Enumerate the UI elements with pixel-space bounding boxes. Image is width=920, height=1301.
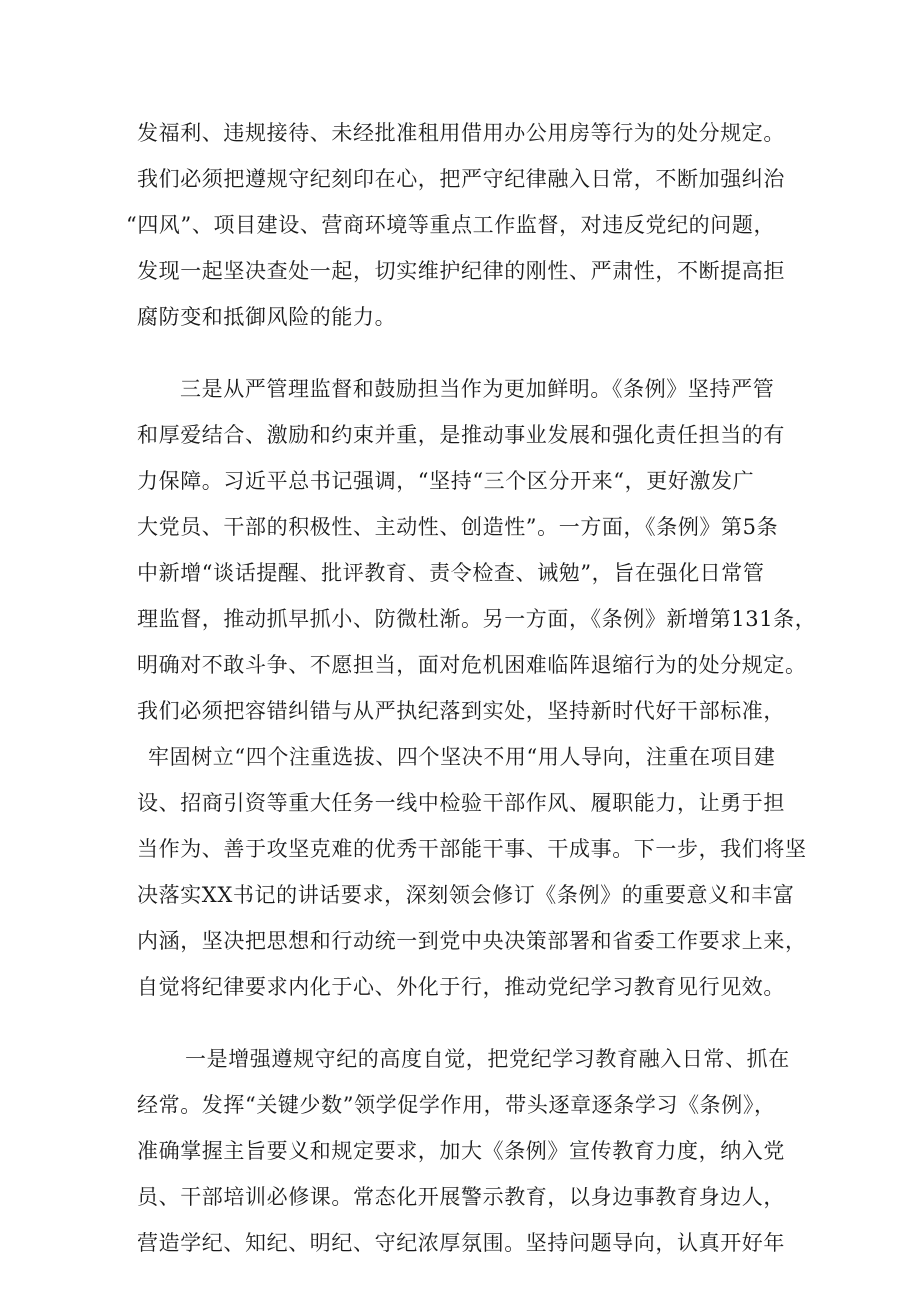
p3-line-1: 一是增强遵规守纪的高度自觉，把党纪学习教育融入日常、抓在 [185, 1047, 790, 1071]
p2-line-14: 自觉将纪律要求内化于心、外化于行，推动党纪学习教育见行见效。 [137, 975, 785, 999]
p2-line-6: 理监督，推动抓早抓小、防微杜渐。另一方面，《条例》新增第131条， [137, 607, 817, 631]
p1-line-1: 发福利、违规接待、未经批准租用借用办公用房等行为的处分规定。 [137, 121, 785, 145]
p3-line-2: 经常。发挥“关键少数”领学促学作用，带头逐章逐条学习《条例》， [137, 1093, 776, 1117]
p2-line-2: 和厚爱结合、激励和约束并重，是推动事业发展和强化责任担当的有 [137, 423, 785, 447]
p2-line-1: 三是从严管理监督和鼓励担当作为更加鲜明。《条例》坚持严管 [180, 377, 775, 401]
p2-line-3: 力保障。习近平总书记强调，“坚持“三个区分开来“，更好激发广 [137, 469, 755, 493]
p3-line-5: 营造学纪、知纪、明纪、守纪浓厚氛围。坚持问题导向，认真开好年 [137, 1231, 785, 1255]
p1-line-3: “四风”、项目建设、营商环境等重点工作监督，对违反党纪的问题， [126, 213, 776, 237]
p2-line-5: 中新增“谈话提醒、批评教育、责令检查、诫勉”，旨在强化日常管 [137, 561, 765, 585]
p2-line-7: 明确对不敢斗争、不愿担当，面对危机困难临阵退缩行为的处分规定。 [137, 653, 807, 677]
p2-line-11: 当作为、善于攻坚克难的优秀干部能干事、干成事。下一步，我们将坚 [137, 837, 807, 861]
p2-line-8: 我们必须把容错纠错与从严执纪落到实处，坚持新时代好干部标准， [137, 699, 785, 723]
p1-line-5: 腐防变和抵御风险的能力。 [137, 305, 397, 329]
p2-line-4: 大党员、干部的积极性、主动性、创造性”。一方面，《条例》第5条 [137, 515, 779, 539]
p1-line-4: 发现一起坚决查处一起，切实维护纪律的刚性、严肃性，不断提高拒 [137, 259, 785, 283]
p2-line-12: 决落实XX书记的讲话要求，深刻领会修订《条例》的重要意义和丰富 [137, 883, 795, 907]
p1-line-2: 我们必须把遵规守纪刻印在心，把严守纪律融入日常，不断加强纠治 [137, 167, 785, 191]
p3-line-4: 员、干部培训必修课。常态化开展警示教育，以身边事教育身边人， [137, 1185, 785, 1209]
p2-line-10: 设、招商引资等重大任务一线中检验干部作风、履职能力，让勇于担 [137, 791, 785, 815]
p2-line-13: 内涵，坚决把思想和行动统一到党中央决策部署和省委工作要求上来， [137, 929, 807, 953]
p3-line-3: 准确掌握主旨要义和规定要求，加大《条例》宣传教育力度，纳入党 [137, 1139, 785, 1163]
p2-line-9: 牢固树立“四个注重选拔、四个坚决不用“用人导向，注重在项目建 [148, 745, 776, 769]
